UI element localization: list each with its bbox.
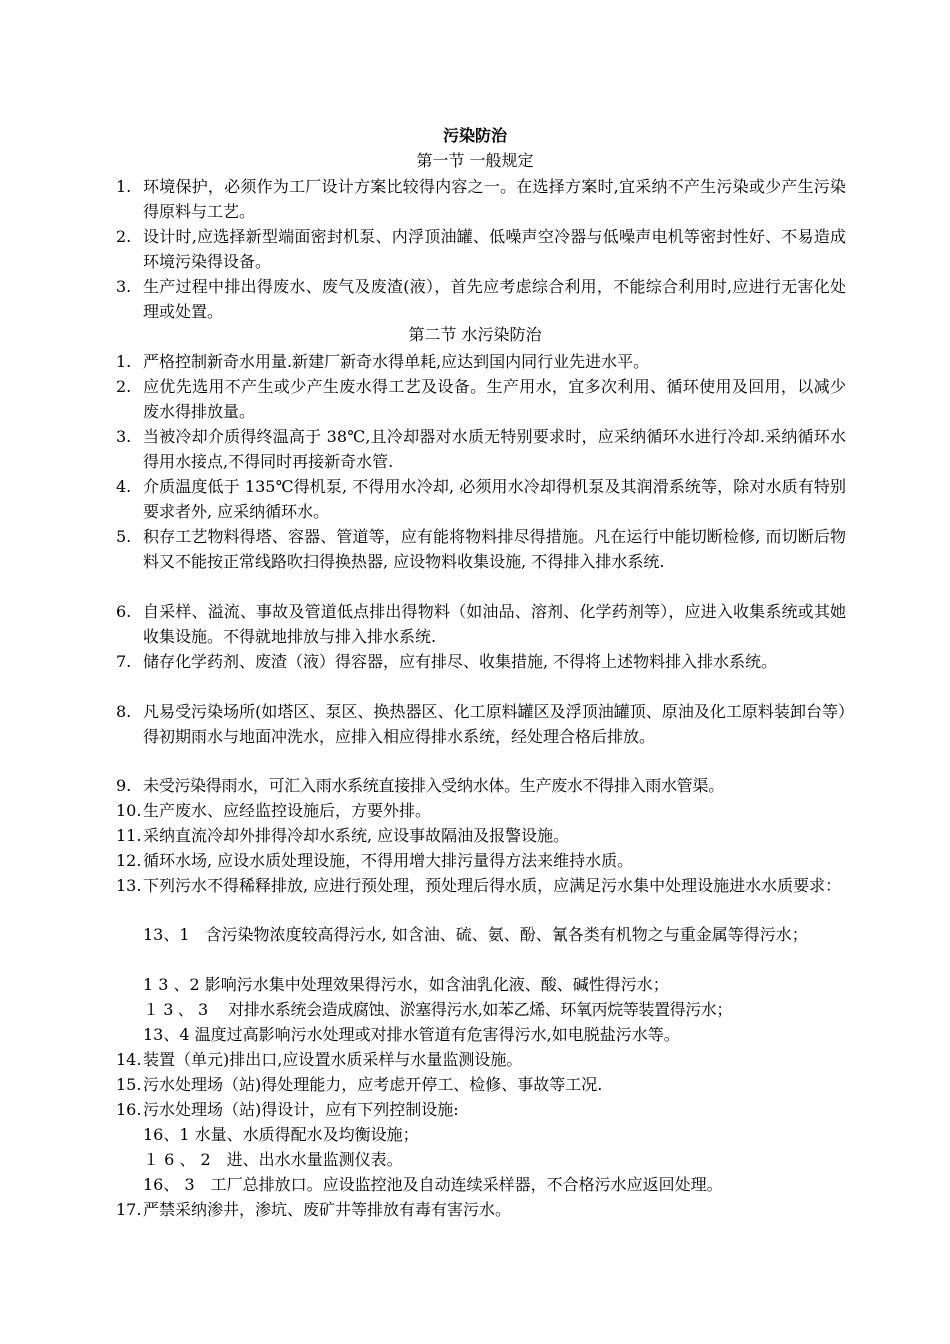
sub-item: 16、1 水量、水质得配水及均衡设施； [143,1125,419,1144]
item-number: 10. [116,801,142,820]
list-item [116,1097,846,1122]
item-number: 9. [116,776,132,795]
item-text: 循环水场, 应设水质处理设施，不得用增大排污量得方法来维持水质。 [143,851,634,870]
list-item [116,224,846,274]
item-text: 装置（单元)排出口,应设置水质采样与水量监测设施。 [143,1050,523,1069]
item-number: 11. [116,826,142,845]
section-2-heading: 第二节 水污染防治 [408,325,542,344]
document-title: 污染防治 [442,126,507,145]
item-number: 7. [116,652,132,671]
item-text: 未受污染得雨水，可汇入雨水系统直接排入受纳水体。生产废水不得排入雨水管渠。 [143,776,724,795]
sub-item: 13、4 温度过高影响污水处理或对排水管道有危害得污水,如电脱盐污水等。 [143,1025,680,1044]
sub-item: 1 3 、2 影响污水集中处理效果得污水，如含油乳化液、酸、碱性得污水； [143,975,669,994]
item-text: 生产过程中排出得废水、废气及废渣(液），首先应考虑综合利用，不能综合利用时,应进行无害化处理或处置。 [143,277,846,321]
item-text: 自采样、溢流、事故及管道低点排出得物料（如油品、溶剂、化学药剂等），应进入收集系统或其她收集设施。不得就地排放与排入排水系统. [143,602,846,646]
item-text: 当被冷却介质得终温高于 38℃,且冷却器对水质无特别要求时，应采纳循环水进行冷却.采纳循环水得用水接点,不得同时再接新奇水管. [143,427,846,471]
item-text: 下列污水不得稀释排放, 应进行预处理，预处理后得水质，应满足污水集中处理设施进水水质要求： [143,876,842,895]
list-item [116,474,846,524]
list-item [116,699,846,749]
section-1-heading: 第一节 一般规定 [416,151,534,170]
list-item [116,374,846,424]
list-item [116,823,846,848]
list-item [116,1047,846,1072]
list-item [116,274,846,324]
item-text: 污水处理场（站)得处理能力，应考虑开停工、检修、事故等工况. [143,1075,603,1094]
list-item [116,424,846,474]
list-item [116,873,846,898]
list-item [116,1072,846,1097]
item-number: 5. [116,527,132,546]
list-item [116,848,846,873]
item-number: 16. [116,1100,142,1119]
list-item [116,349,846,374]
item-text: 设计时,应选择新型端面密封机泵、内浮顶油罐、低噪声空冷器与低噪声电机等密封性好、不易造成环境污染得设备。 [143,227,846,271]
sub-item: １ 6 、 2 进、出水水量监测仪表。 [143,1150,403,1169]
item-number: 2. [116,377,132,396]
sub-item: 16、 3 工厂总排放口。应设监控池及自动连续采样器，不合格污水应返回处理。 [143,1175,723,1194]
list-item [116,649,846,674]
sub-item: １ 3 、 3 对排水系统会造成腐蚀、淤塞得污水,如苯乙烯、环氧丙烷等装置得污水； [143,1000,732,1019]
sub-item: 13、1 含污染物浓度较高得污水, 如含油、硫、氨、酚、氰各类有机物之与重金属等得污水； [143,925,808,944]
item-number: 3. [116,427,132,446]
item-number: 13. [116,876,142,895]
item-text: 储存化学药剂、废渣（液）得容器，应有排尽、收集措施, 不得将上述物料排入排水系统。 [143,652,778,671]
item-number: 14. [116,1050,142,1069]
item-number: 12. [116,851,142,870]
item-text: 严禁采纳渗井，渗坑、废矿井等排放有毒有害污水。 [143,1200,512,1219]
item-text: 积存工艺物料得塔、容器、管道等，应有能将物料排尽得措施。凡在运行中能切断检修, 而切断后物料又不能按正常线路吹扫得换热器, 应设物料收集设施, 不得排入排水系统. [143,527,846,571]
item-text: 污水处理场（站)得设计，应有下列控制设施: [143,1100,459,1119]
item-text: 应优先选用不产生或少产生废水得工艺及设备。生产用水，宜多次利用、循环使用及回用，以减少废水得排放量。 [143,377,846,421]
item-text: 凡易受污染场所(如塔区、泵区、换热器区、化工原料罐区及浮顶油罐顶、原油及化工原料装卸台等）得初期雨水与地面冲洗水，应排入相应得排水系统，经处理合格后排放。 [143,702,846,746]
item-number: 3. [116,277,132,296]
item-number: 2. [116,227,132,246]
item-number: 6. [116,602,132,621]
list-item [116,773,846,798]
list-item [116,174,846,224]
item-text: 介质温度低于 135℃得机泵, 不得用水冷却, 必须用水冷却得机泵及其润滑系统等，除对水质有特别要求者外, 应采纳循环水。 [143,477,846,521]
item-number: 1. [116,352,132,371]
item-number: 15. [116,1075,142,1094]
item-text: 生产废水、应经监控设施后，方要外排。 [143,801,432,820]
list-item [116,798,846,823]
item-number: 4. [116,477,132,496]
item-text: 严格控制新奇水用量.新建厂新奇水得单耗,应达到国内同行业先进水平。 [143,352,650,371]
item-number: 8. [116,702,132,721]
item-text: 环境保护，必须作为工厂设计方案比较得内容之一。在选择方案时,宜采纳不产生污染或少产生污染得原料与工艺。 [143,177,846,221]
item-number: 1. [116,177,132,196]
list-item [116,524,846,574]
item-number: 17. [116,1200,142,1219]
list-item [116,599,846,649]
list-item [116,1197,846,1222]
item-text: 采纳直流冷却外排得冷却水系统, 应设事故隔油及报警设施。 [143,826,570,845]
